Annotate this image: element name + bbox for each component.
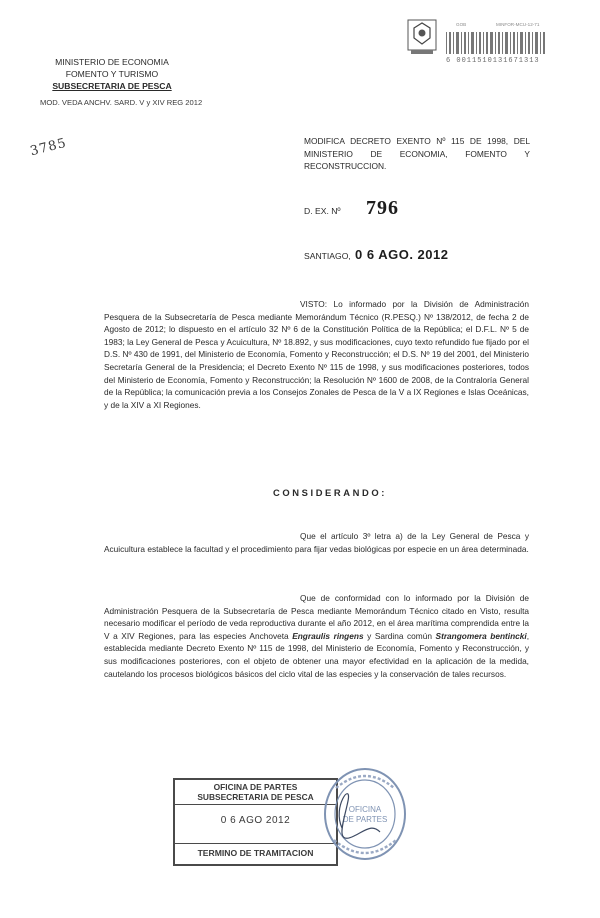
oval-stamp-center-1: OFICINA xyxy=(348,805,382,814)
considerando-paragraph-2 xyxy=(104,592,529,680)
ministry-subname: FOMENTO Y TURISMO xyxy=(65,69,159,79)
reference-code: MOD. VEDA ANCHV. SARD. V y XIV REG 2012 xyxy=(40,98,203,107)
decree-title: MODIFICA DECRETO EXENTO Nº 115 DE 1998, DEL MINISTERIO DE ECONOMIA, FOMENTO Y RECONSTRUCCION. xyxy=(304,136,530,172)
species-sardina: Strangomera bentincki xyxy=(435,630,527,641)
decree-number: 796 xyxy=(366,197,399,219)
visto-text: VISTO: Lo informado por la División de Administración Pesquera de la Subsecretaría de Pesca mediante Memorándum Técnico (R.PESQ.) Nº 138/2012, de fecha 2 de Agosto de 2012; lo dispuesto en el artículo 32 Nº 6 de la Constitución Política de la República; el D.F.L. Nº 5 de 1983; la Ley General de Pesca y Acuicultura, Nº 18.892, y sus modificaciones, cuyo texto refundido fue fijado por el D.S. Nº 430 de 1991, del Ministerio de Economía, Fomento y Reconstrucción; el D.S. Nº 19 del 2001, del Ministerio Secretaría General de la Presidencia; el Decreto Exento Nº 115 de 1998, y sus modificaciones posteriores, todos del Ministerio de Economía, Fomento y Reconstrucción; la Resolución Nº 1600 de 2008, de la Contraloría General de la República; la comunicación previa a los Consejos Zonales de Pesca de la V a IX Regiones e Islas Oceánicas, y de la XIV a XI Regiones. xyxy=(104,299,529,410)
stamp-date: 0 6 AGO 2012 xyxy=(220,815,291,826)
decree-label: D. EX. Nº xyxy=(304,206,341,216)
considerando-1-text: Que el artículo 3º letra a) de la Ley General de Pesca y Acuicultura establece la facultad y el procedimiento para fijar vedas biológicas por especie en un área determinada. xyxy=(104,531,529,554)
ministry-name: MINISTERIO DE ECONOMIA xyxy=(55,57,169,67)
government-seal-icon xyxy=(404,18,440,56)
stamp-line-2: SUBSECRETARIA DE PESCA xyxy=(197,792,314,802)
barcode-digits: 6 0011510131671313 xyxy=(446,57,540,65)
stamp-footer: TERMINO DE TRAMITACION xyxy=(197,848,314,858)
oval-official-stamp-icon xyxy=(322,766,408,862)
decree-date: 0 6 AGO. 2012 xyxy=(355,247,449,262)
stamp-divider-bottom xyxy=(175,843,336,844)
considerando-2-text-a: Que de conformidad con lo informado por la División de Administración Pesquera de la Subsecretaría de Pesca mediante Memorándum Técnico citado en Visto, resulta necesario modificar el período de veda reproductiva durante el año 2012, en el área marítima comprendida entre la V a XIV Regiones, para las especies Anchoveta xyxy=(104,593,529,641)
handwritten-number: 3785 xyxy=(28,135,69,160)
species-anchoveta: Engraulis ringens xyxy=(292,630,364,641)
barcode-icon xyxy=(446,32,546,54)
considerando-paragraph-1 xyxy=(104,530,529,555)
considerando-2-text-b: y Sardina común xyxy=(363,630,436,641)
visto-paragraph xyxy=(104,298,529,411)
considerando-2-text-c: , establecida mediante Decreto Exento Nº 115 de 1998, del Ministerio de Economía, Fomento y Reconstrucción, y sus modificaciones posteriores, con el objeto de obtener una mayor efectividad en la aplicación de la medida, cautelando los procesos biológicos básicos del ciclo vital de las especies y la conservación de tales recursos. xyxy=(104,630,530,679)
oval-stamp-center-2: DE PARTES xyxy=(342,815,388,824)
place-label: SANTIAGO, xyxy=(304,251,351,261)
stamp-line-1: OFICINA DE PARTES xyxy=(213,782,298,792)
stamp-divider-top xyxy=(175,804,336,805)
document-code: MINFOR-MCU-12-71 xyxy=(496,22,540,27)
gob-label: GOB xyxy=(456,22,467,27)
oficina-partes-stamp xyxy=(173,778,338,866)
subsecretaria-name: SUBSECRETARIA DE PESCA xyxy=(52,81,172,91)
considerando-heading: CONSIDERANDO: xyxy=(273,487,388,498)
